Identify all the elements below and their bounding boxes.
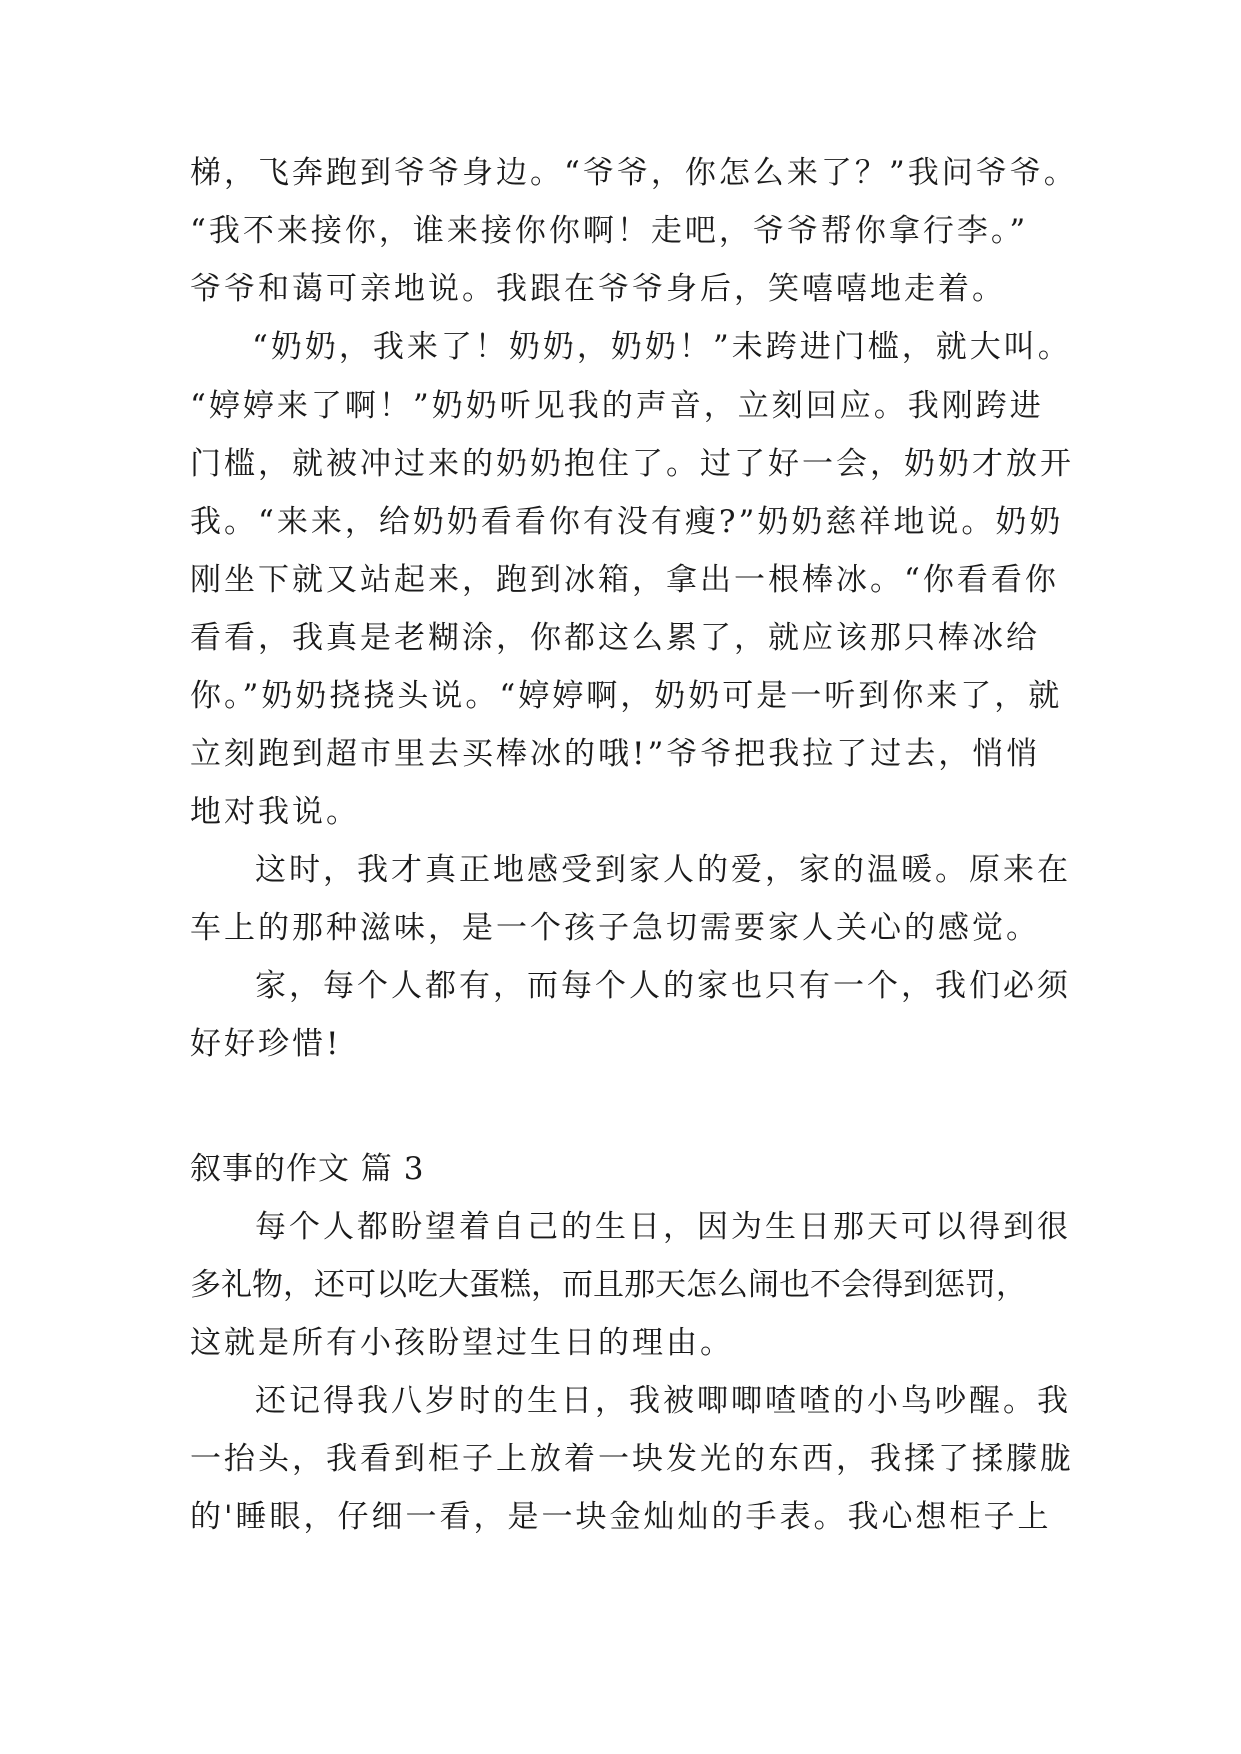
text-line: 好好珍惜! — [190, 1026, 342, 1062]
text-line: “奶奶，我来了！奶奶，奶奶！”未跨进门槛，就大叫。 — [252, 329, 1072, 365]
text-line: 立刻跑到超市里去买棒冰的哦!”爷爷把我拉了过去，悄悄 — [190, 736, 1041, 772]
text-line: 这时，我才真正地感受到家人的爱，家的温暖。原来在 — [255, 852, 1071, 888]
text-line: 刚坐下就又站起来，跑到冰箱，拿出一根棒冰。“你看看你 — [190, 562, 1059, 598]
text-line: 我。“来来，给奶奶看看你有没有瘦?”奶奶慈祥地说。奶奶 — [190, 504, 1064, 540]
text-line: 你。”奶奶挠挠头说。“婷婷啊，奶奶可是一听到你来了，就 — [190, 678, 1063, 714]
text-line: 多礼物，还可以吃大蛋糕，而且那天怎么闹也不会得到惩罚， — [190, 1267, 1027, 1303]
text-line: 的'睡眼，仔细一看，是一块金灿灿的手表。我心想柜子上 — [190, 1499, 1052, 1535]
text-line: 还记得我八岁时的生日，我被唧唧喳喳的小鸟吵醒。我 — [255, 1383, 1071, 1419]
text-line: 门槛，就被冲过来的奶奶抱住了。过了好一会，奶奶才放开 — [190, 446, 1074, 482]
text-line: 这就是所有小孩盼望过生日的理由。 — [190, 1325, 734, 1361]
text-line: 爷爷和蔼可亲地说。我跟在爷爷身后，笑嘻嘻地走着。 — [190, 271, 1006, 307]
text-line: “婷婷来了啊！”奶奶听见我的声音，立刻回应。我刚跨进 — [190, 388, 1044, 424]
text-line: 一抬头，我看到柜子上放着一块发光的东西，我揉了揉朦胧 — [190, 1441, 1074, 1477]
section-heading: 叙事的作文 篇 3 — [190, 1151, 425, 1187]
text-line: 车上的那种滋味，是一个孩子急切需要家人关心的感觉。 — [190, 910, 1040, 946]
text-line: 每个人都盼望着自己的生日，因为生日那天可以得到很 — [255, 1209, 1071, 1245]
text-line: 家，每个人都有，而每个人的家也只有一个，我们必须 — [255, 968, 1071, 1004]
text-line: 地对我说。 — [190, 794, 360, 830]
text-line: “我不来接你，谁来接你你啊！走吧，爷爷帮你拿行李。” — [190, 213, 1029, 249]
text-line: 梯，飞奔跑到爷爷身边。“爷爷，你怎么来了？”我问爷爷。 — [190, 155, 1078, 191]
text-line: 看看，我真是老糊涂，你都这么累了，就应该那只棒冰给 — [190, 620, 1040, 656]
